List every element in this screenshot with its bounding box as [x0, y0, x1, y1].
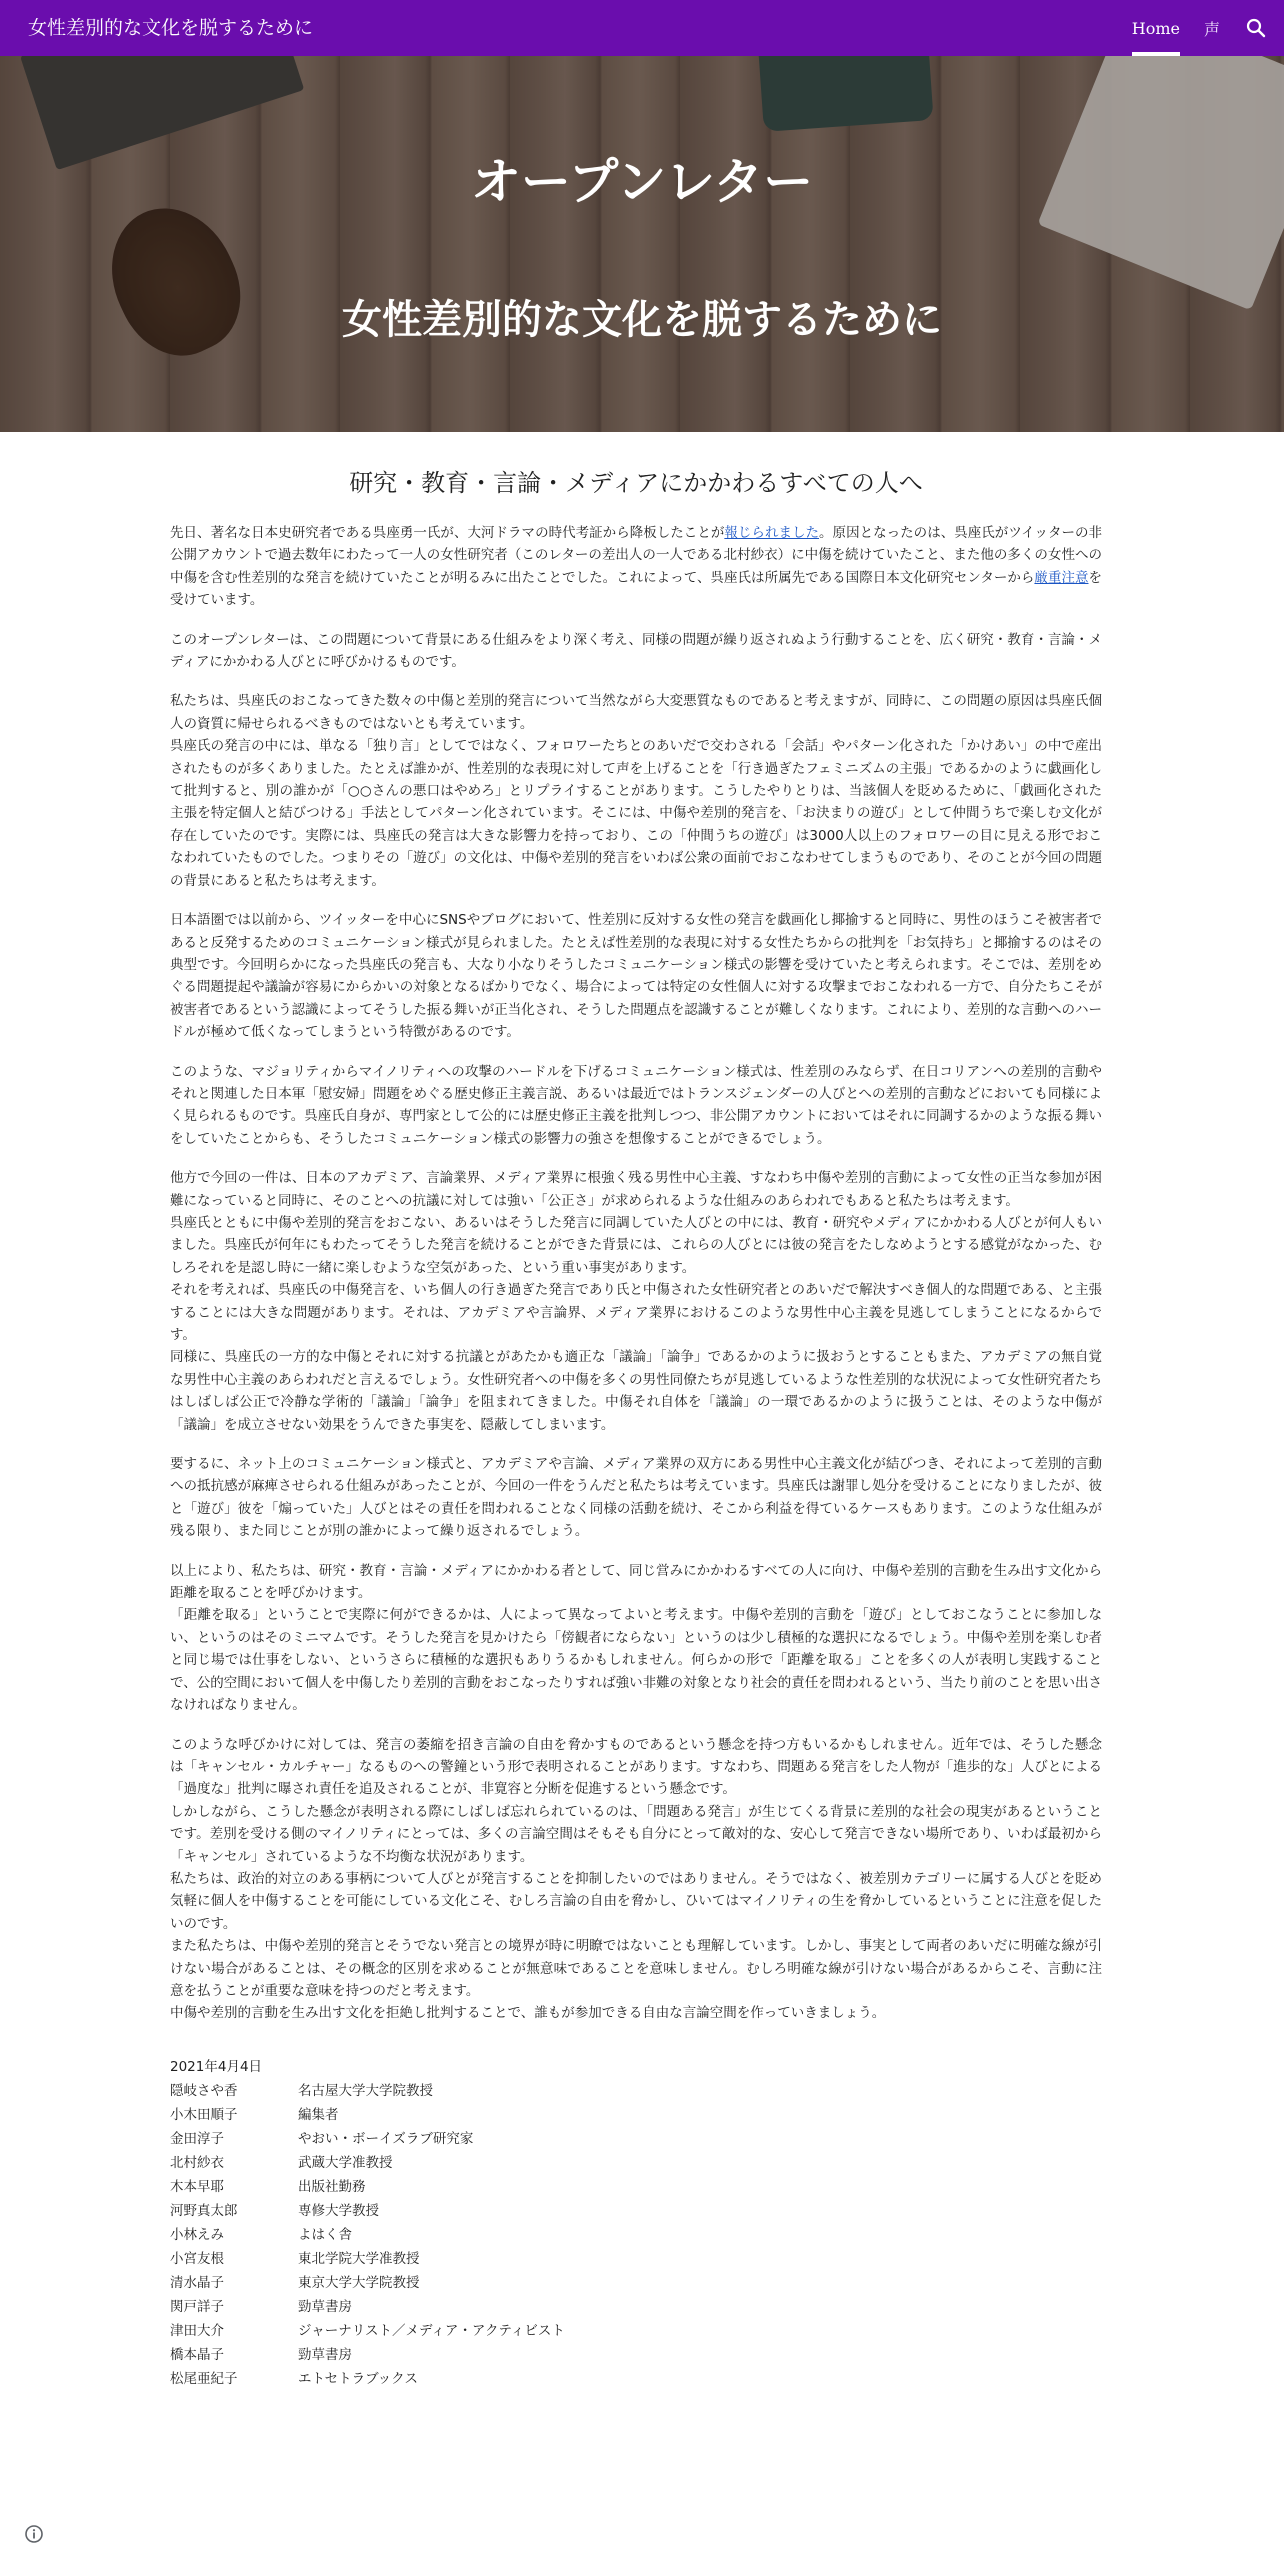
signatory-row — [170, 2151, 1102, 2175]
paragraph-line: 以上により、私たちは、研究・教育・言論・メディアにかかわる者として、同じ営みにかかわるすべての人に向け、中傷や差別的言動を生み出す文化から距離を取ることを呼びかけます。 — [170, 1562, 1102, 1602]
signatory-name: 清水晶子 — [170, 2274, 224, 2291]
signatory-row — [170, 2319, 1102, 2343]
signatory-affiliation: よはく舎 — [298, 2226, 352, 2243]
signatory-row — [170, 2295, 1102, 2319]
letter-paragraph-5: このような、マジョリティからマイノリティへの攻撃のハードルを下げるコミュニケーション様式は、性差別のみならず、在日コリアンへの差別的言動やそれと関連した日本軍「慰安婦」問題をめぐる歴史修正主義言説、あるいは最近ではトランスジェンダーの人びとへの差別的言動などにおいても同様によく見られるものです。呉座氏自身が、専門家として公的には歴史修正主義を批判しつつ、非公開アカウントにおいてはそれに同調するかのような振る舞いをしていたことからも、そうしたコミュニケーション様式の影響力の強さを想像することができるでしょう。 — [170, 1063, 1102, 1147]
nav-home[interactable]: Home — [1132, 0, 1180, 56]
signatory-affiliation: 勁草書房 — [298, 2298, 352, 2315]
news-report-link[interactable]: 報じられました — [724, 525, 820, 541]
signatory-affiliation: 専修大学教授 — [298, 2202, 379, 2219]
signatory-affiliation: 編集者 — [298, 2106, 339, 2123]
paragraph-line: 呉座氏の発言の中には、単なる「独り言」としてではなく、フォロワーたちとのあいだで交わされる「会話」やパターン化された「かけあい」の中で産出されたものが多くありました。たとえば誰かが、性差別的な表現に対して声を上げることを「行き過ぎたフェミニズムの主張」であるかのように戯画化して批判すると、別の誰かが「○○さんの悪口はやめろ」とリプライすることがあります。こうしたやりとりは、当該個人を貶めるために、「戯画化された主張を特定個人と結びつける」手法としてパターン化されています。そこには、中傷や差別的発言を、「お決まりの遊び」として仲間うちで楽しむ文化が存在していたのです。実際には、呉座氏の発言は大きな影響力を持っており、この「仲間うちの遊び」は3000人以上のフォロワーの目に見える形でおこなわれていたものでした。つまりその「遊び」の文化は、中傷や差別的発言をいわば公衆の面前でおこなわせてしまうものであり、そのことが今回の問題の背景にあると私たちは考えます。 — [170, 738, 1102, 889]
paragraph-line: しかしながら、こうした懸念が表明される際にしばしば忘れられているのは、「問題ある発言」が生じてくる背景に差別的な社会の現実があるということです。差別を受ける側のマイノリティにとっては、多くの言論空間はそもそも自分にとって敵対的な、安心して発言できない場所であり、いわば最初から「キャンセル」されているような不均衡な状況があります。 — [170, 1803, 1102, 1865]
signatory-affiliation: 武蔵大学准教授 — [298, 2154, 393, 2171]
signatory-row — [170, 2127, 1102, 2151]
signatory-row — [170, 2247, 1102, 2271]
paragraph-line: 「距離を取る」ということで実際に何ができるかは、人によって異なってよいと考えます。中傷や差別的言動を「遊び」としておこなうことに参加しない、というのはそのミニマムです。そうした発言を見かけたら「傍観者にならない」というのは少し積極的な選択になるでしょう。中傷や差別を楽しむ者と同じ場では仕事をしない、というさらに積極的な選択もありうるかもしれません。何らかの形で「距離を取る」ことを多くの人が表明し実践することで、公的空間において個人を中傷したり差別的言動をおこなったりすれば強い非難の対象となり社会的責任を問われるという、当たり前のことを思い出さなければなりません。 — [170, 1607, 1102, 1714]
signatory-name: 関戸詳子 — [170, 2298, 224, 2315]
signatory-affiliation: やおい・ボーイズラブ研究家 — [298, 2130, 474, 2147]
top-app-bar — [0, 0, 1284, 56]
info-icon[interactable] — [24, 2524, 44, 2544]
signatory-name: 北村紗衣 — [170, 2154, 224, 2171]
nav-voices[interactable]: 声 — [1203, 19, 1220, 39]
reprimand-link[interactable]: 厳重注意 — [1034, 569, 1089, 586]
paragraph-line: 私たちは、呉座氏のおこなってきた数々の中傷と差別的発言について当然ながら大変悪質なものであると考えますが、同時に、この問題の原因は呉座氏個人の資質に帰せられるべきものではないとも考えています。 — [170, 693, 1102, 732]
signatory-name: 金田淳子 — [170, 2130, 224, 2147]
letter-paragraph-1 — [170, 522, 1102, 612]
signatory-row — [170, 2367, 1102, 2391]
search-icon[interactable] — [1244, 16, 1268, 40]
signatory-name: 津田大介 — [170, 2322, 224, 2339]
letter-content — [170, 466, 1102, 2391]
paragraph-text: を受けています。 — [170, 569, 1102, 609]
signatory-name: 隠岐さや香 — [170, 2082, 238, 2099]
signatory-list — [170, 2079, 1102, 2391]
letter-date: 2021年4月4日 — [170, 2058, 263, 2075]
signatory-row — [170, 2103, 1102, 2127]
signatory-affiliation: エトセトラブックス — [298, 2370, 419, 2387]
signatory-name: 小林えみ — [170, 2226, 224, 2243]
paragraph-line: それを考えれば、呉座氏の中傷発言を、いち個人の行き過ぎた発言であり氏と中傷された女性研究者とのあいだで解決すべき個人的な問題である、と主張することには大きな問題があります。それは、アカデミアや言論界、メディア業界におけるこのような男性中心主義を見逃してしまうことになるからです。 — [170, 1282, 1102, 1343]
letter-paragraph-6 — [170, 1167, 1102, 1436]
signatory-row — [170, 2343, 1102, 2367]
hero-banner — [0, 56, 1284, 432]
signatory-affiliation: 勁草書房 — [298, 2346, 352, 2363]
paragraph-line: 私たちは、政治的対立のある事柄について人びとが発言することを抑制したいのではありません。そうではなく、被差別カテゴリーに属する人びとを貶め気軽に個人を中傷することを可能にしている文化こそ、むしろ言論の自由を脅かし、ひいてはマイノリティの生を脅かしているということに注意を促したいのです。 — [170, 1870, 1102, 1932]
signatory-affiliation: ジャーナリスト／メディア・アクティビスト — [298, 2322, 565, 2339]
signatory-row — [170, 2199, 1102, 2223]
signatory-affiliation: 東京大学大学院教授 — [298, 2274, 420, 2291]
letter-heading: 研究・教育・言論・メディアにかかわるすべての人へ — [349, 469, 923, 497]
signatory-name: 河野真太郎 — [170, 2202, 238, 2219]
paragraph-line: 呉座氏とともに中傷や差別的発言をおこない、あるいはそうした発言に同調していた人びとの中には、教育・研究やメディアにかかわる人びとが何人もいました。呉座氏が何年にもわたってそうした発言を続けることができた背景には、これらの人びとには彼の発言をたしなめようとする感覚がなかった、むしろそれを是認し時に一緒に楽しむような空気があった、という重い事実があります。 — [170, 1214, 1102, 1276]
site-title[interactable]: 女性差別的な文化を脱するために — [28, 17, 314, 39]
signatory-name: 松尾亜紀子 — [170, 2370, 238, 2387]
signatory-row — [170, 2223, 1102, 2247]
signatory-name: 小宮友根 — [170, 2250, 224, 2267]
signatory-name: 橋本晶子 — [170, 2346, 224, 2363]
paragraph-text: 先日、著名な日本史研究者である呉座勇一氏が、大河ドラマの時代考証から降板したことが — [170, 525, 725, 541]
hero-title: オープンレター — [470, 153, 814, 211]
hero-overlay — [0, 56, 1284, 432]
signatory-row — [170, 2175, 1102, 2199]
letter-paragraph-8 — [170, 1560, 1102, 1717]
signatory-affiliation: 出版社勤務 — [298, 2178, 366, 2195]
paragraph-line: このような呼びかけに対しては、発言の萎縮を招き言論の自由を脅かすものであるという懸念を持つ方もいるかもしれません。近年では、そうした懸念は「キャンセル・カルチャー」なるものへの警鐘という形で表明されることがあります。すなわち、問題ある発言をした人物が「進歩的な」人びとによる「過度な」批判に曝され責任を追及されることが、非寛容と分断を促進するという懸念です。 — [170, 1736, 1102, 1798]
signatory-row — [170, 2079, 1102, 2103]
letter-paragraph-3 — [170, 690, 1102, 892]
letter-paragraph-9 — [170, 1734, 1102, 2025]
hero-subtitle: 女性差別的な文化を脱するために — [342, 297, 942, 343]
paragraph-line: 他方で今回の一件は、日本のアカデミア、言論業界、メディア業界に根強く残る男性中心主義、すなわち中傷や差別的言動によって女性の正当な参加が困難になっていると同時に、そのことへの抗議に対しては強い「公正さ」が求められるような仕組みのあらわれでもあると私たちは考えます。 — [170, 1170, 1102, 1209]
paragraph-line: また私たちは、中傷や差別的発言とそうでない発言との境界が時に明瞭ではないことも理解しています。しかし、事実として両者のあいだに明確な線が引けない場合があることは、その概念的区別を求めることが無意味であることを意味しません。むしろ明確な線が引けない場合があるからこそ、言動に注意を払うことが重要な意味を持つのだと考えます。 — [170, 1938, 1102, 1999]
paragraph-line: 中傷や差別的言動を生み出す文化を拒絶し批判することで、誰もが参加できる自由な言論空間を作っていきましょう。 — [170, 2005, 886, 2022]
paragraph-text: 。原因となったのは、呉座氏がツイッターの非公開アカウントで過去数年にわたって一人の女性研究者（このレターの差出人の一人である北村紗衣）に中傷を続けていたこと、また他の多くの女性への中傷を含む性差別的な発言を続けていたことが明るみに出たことでした。これによって、呉座氏は所属先である国際日本文化研究センターから — [170, 525, 1103, 586]
letter-paragraph-7: 要するに、ネット上のコミュニケーション様式と、アカデミアや言論、メディア業界の双方にある男性中心主義文化が結びつき、それによって差別的言動への抵抗感が麻痺させられる仕組みがあったことが、今回の一件をうんだと私たちは考えています。呉座氏は謝罪し処分を受けることになりましたが、彼と「遊び」彼を「煽っていた」人びとはその責任を問われることなく同様の活動を続け、そこから利益を得ているケースもあります。このような仕組みが残る限り、また同じことが別の誰かによって繰り返されるでしょう。 — [170, 1456, 1102, 1540]
signatory-affiliation: 名古屋大学大学院教授 — [298, 2082, 433, 2099]
site-nav — [1132, 0, 1220, 56]
signatory-name: 小木田順子 — [170, 2106, 238, 2123]
letter-paragraph-4: 日本語圏では以前から、ツイッターを中心にSNSやブログにおいて、性差別に反対する女性の発言を戯画化し揶揄すると同時に、男性のほうこそ被害者であると反発するためのコミュニケーション様式が見られました。たとえば性差別的な表現に対する女性たちからの批判を「お気持ち」と揶揄するのはその典型です。今回明らかになった呉座氏の発言も、大なり小なりそうしたコミュニケーション様式の影響を受けていたと考えられます。そこでは、差別をめぐる問題提起や議論が容易にからかいの対象となるばかりでなく、場合によっては特定の女性個人に対する攻撃までおこなわれる一方で、自分たちこそが被害者であるという認識によってそうした振る舞いが正当化され、そうした問題点を認識することが難しくなります。これにより、差別的な言動へのハードルが極めて低くなってしまうという特徴があるのです。 — [170, 912, 1102, 1041]
paragraph-line: 同様に、呉座氏の一方的な中傷とそれに対する抗議とがあたかも適正な「議論」「論争」であるかのように扱おうとすることもまた、アカデミアの無自覚な男性中心主義のあらわれだと言えるでしょう。女性研究者への中傷を多くの男性同僚たちが見逃しているような性差別的な状況によって女性研究者たちはしばしば公正で冷静な学術的「議論」「論争」を阻まれてきました。中傷それ自体を「議論」の一環であるかのように扱うことは、そのような中傷が「議論」を成立させない効果をうんできた事実を、隠蔽してしまいます。 — [170, 1349, 1102, 1433]
signatory-row — [170, 2271, 1102, 2295]
letter-paragraph-2: このオープンレターは、この問題について背景にある仕組みをより深く考え、同様の問題が繰り返されぬよう行動することを、広く研究・教育・言論・メディアにかかわる人びとに呼びかけるものです。 — [170, 631, 1102, 671]
signatory-name: 木本早耶 — [170, 2178, 224, 2195]
signatory-affiliation: 東北学院大学准教授 — [298, 2250, 420, 2267]
